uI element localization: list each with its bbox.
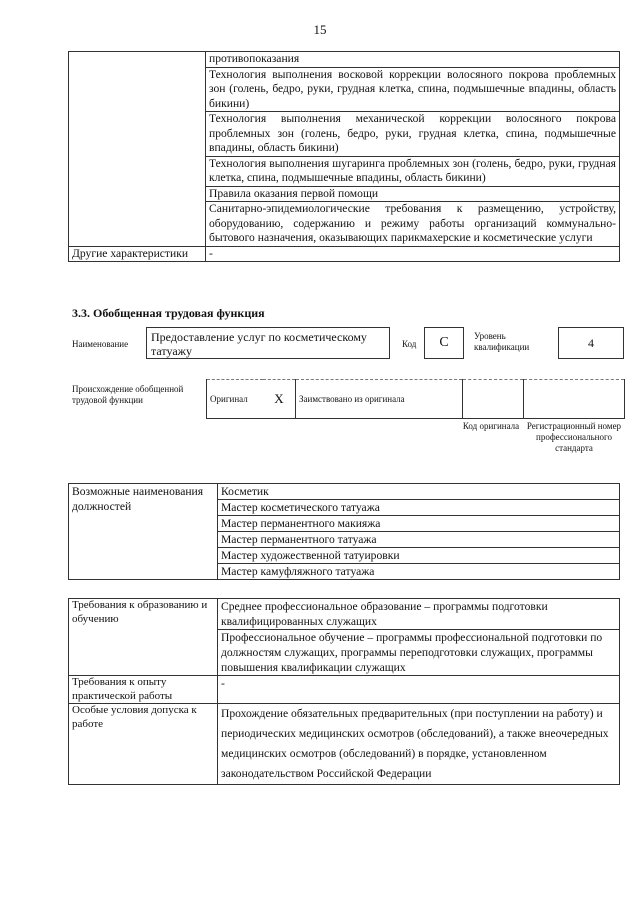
education-value: Профессиональное обучение – программы профессиональной подготовки по должностям служащих, программы переподготовки служащих, программы повышения квалификации служащих: [218, 630, 620, 676]
code-label: Код: [402, 339, 417, 349]
table-row: [69, 704, 620, 785]
table-row: [69, 52, 620, 68]
table-row: [69, 599, 620, 630]
reg-number-cell: [524, 380, 625, 419]
special-value: Прохождение обязательных предварительных (при поступлении на работу) и периодических медицинских осмотров (обследований), а также внеочередных медицинских осмотров (обследований) в порядке, установленном законодательством Российской Федерации: [218, 704, 620, 785]
code-original-cell: [463, 380, 524, 419]
name-value-box: Предоставление услуг по косметическому татуажу: [146, 327, 390, 359]
level-label: Уровень квалификации: [474, 331, 530, 352]
table-cell: Технология выполнения восковой коррекции волосяного покрова проблемных зон (голень, бедро, руки, грудная клетка, спина, подмышечные впадины, область бикини): [206, 67, 620, 112]
experience-value: -: [218, 676, 620, 704]
experience-label: Требования к опыту практической работы: [69, 676, 218, 704]
table-cell: противопоказания: [206, 52, 620, 68]
page-number: 15: [313, 22, 327, 37]
knowledge-table: [68, 51, 620, 262]
table-row: [69, 676, 620, 704]
positions-table: [68, 483, 620, 580]
borrowed-cell: Заимствовано из оригинала: [296, 380, 463, 419]
table-cell: -: [206, 246, 620, 262]
origin-label: Происхождение обобщенной трудовой функции: [72, 384, 184, 405]
table-cell: Санитарно-эпидемиологические требования к размещению, устройству, оборудованию, содержанию и режиму работы организаций коммунально-бытового назначения, оказывающих парикмахерские и косметические услуги: [206, 202, 620, 247]
position-item: Мастер перманентного татуажа: [218, 532, 620, 548]
position-item: Мастер камуфляжного татуажа: [218, 564, 620, 580]
name-label: Наименование: [72, 339, 129, 349]
table-cell: Технология выполнения механической коррекции волосяного покрова проблемных зон (голень, бедро, руки, грудная клетка, спина, подмышечные впадины, область бикини): [206, 112, 620, 157]
table-row: [69, 246, 620, 262]
original-cell: Оригинал: [207, 380, 264, 419]
code-value-box: C: [424, 327, 464, 359]
position-item: Косметик: [218, 484, 620, 500]
level-value-box: 4: [558, 327, 624, 359]
education-value: Среднее профессиональное образование – программы подготовки квалифицированных служащих: [218, 599, 620, 630]
reg-number-label: Регистрационный номер профессионального стандарта: [526, 421, 622, 453]
table-row: [207, 380, 625, 419]
position-item: Мастер художественной татуировки: [218, 548, 620, 564]
table-cell-empty: [69, 52, 206, 247]
special-label: Особые условия допуска к работе: [69, 704, 218, 785]
education-label: Требования к образованию и обучению: [69, 599, 218, 676]
original-mark: X: [263, 380, 296, 419]
position-item: Мастер перманентного макияжа: [218, 516, 620, 532]
table-row: [69, 484, 620, 500]
section-heading: 3.3. Обобщенная трудовая функция: [72, 306, 265, 320]
table-cell: Технология выполнения шугаринга проблемных зон (голень, бедро, руки, грудная клетка, спина, подмышечные впадины, область бикини): [206, 156, 620, 186]
table-cell-label: Другие характеристики: [69, 246, 206, 262]
positions-label: Возможные наименования должностей: [69, 484, 218, 580]
origin-table: [206, 379, 625, 419]
position-item: Мастер косметического татуажа: [218, 500, 620, 516]
table-cell: Правила оказания первой помощи: [206, 186, 620, 202]
code-original-label: Код оригинала: [462, 421, 520, 431]
requirements-table: [68, 598, 620, 785]
